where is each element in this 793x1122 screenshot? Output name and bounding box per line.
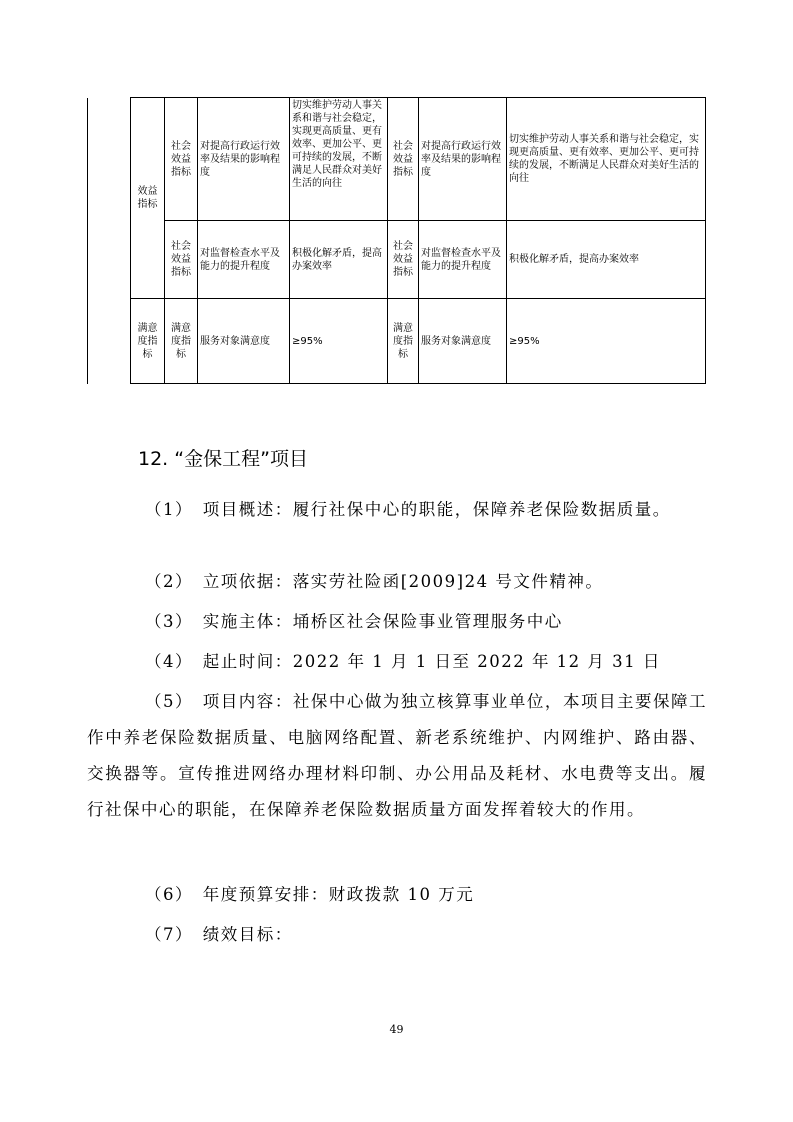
page-number: 49 <box>389 1023 404 1036</box>
indicator-b-cell: 服务对象满意度 <box>419 299 507 384</box>
paragraph-item: （3） 实施主体：埇桥区社会保险事业管理服务中心 <box>145 612 563 631</box>
paragraph-item: （6） 年度预算安排：财政拨款 10 万元 <box>145 885 475 904</box>
cat2b-cell: 社会效益指标 <box>388 98 419 221</box>
value-cell: 切实维护劳动人事关系和谐与社会稳定，实现更高质量、更有效率、更加公平、更可持续的发展，不断满足人民群众对美好生活的向往 <box>290 98 388 221</box>
indicator-cell: 服务对象满意度 <box>198 299 290 384</box>
table-blank-column <box>88 98 131 384</box>
indicator-b-cell: 对提高行政运行效率及结果的影响程度 <box>419 98 507 221</box>
paragraph-item: （5） 项目内容：社保中心做为独立核算事业单位，本项目主要保障工作中养老保险数据质量、电脑网络配置、新老系统维护、内网维护、路由器、交换器等。宣传推进网络办理材料印制、办公用品及耗材、水电费等支出。履行社保中心的职能，在保障养老保险数据质量方面发挥着较大的作用。 <box>87 692 707 819</box>
value-b-cell: ≥95% <box>507 299 706 384</box>
paragraph-item: （4） 起止时间：2022 年 1 月 1 日至 2022 年 12 月 31 日 <box>145 652 661 671</box>
cat2b-cell: 社会效益指标 <box>388 221 419 299</box>
cat2-cell: 社会效益指标 <box>165 221 198 299</box>
cat1-satisfaction-cell: 满意度指标 <box>131 299 165 384</box>
section-heading: 12. “金保工程”项目 <box>138 448 308 470</box>
cat2-cell: 满意度指标 <box>165 299 198 384</box>
cat1-benefit-cell: 效益指标 <box>131 98 165 299</box>
indicator-cell: 对监督检查水平及能力的提升程度 <box>198 221 290 299</box>
paragraph-item: （7） 绩效目标： <box>145 925 293 944</box>
performance-table <box>87 97 706 384</box>
value-b-cell: 切实维护劳动人事关系和谐与社会稳定，实现更高质量、更有效率、更加公平、更可持续的发展，不断满足人民群众对美好生活的向往 <box>507 98 706 221</box>
value-cell: ≥95% <box>290 299 388 384</box>
cat2b-cell: 满意度指标 <box>388 299 419 384</box>
value-cell: 积极化解矛盾，提高办案效率 <box>290 221 388 299</box>
indicator-cell: 对提高行政运行效率及结果的影响程度 <box>198 98 290 221</box>
value-b-cell: 积极化解矛盾，提高办案效率 <box>507 221 706 299</box>
indicator-b-cell: 对监督检查水平及能力的提升程度 <box>419 221 507 299</box>
paragraph-item: （1） 项目概述：履行社保中心的职能，保障养老保险数据质量。 <box>145 500 671 519</box>
paragraph-item: （2） 立项依据：落实劳社险函[2009]24 号文件精神。 <box>145 572 604 591</box>
cat2-cell: 社会效益指标 <box>165 98 198 221</box>
